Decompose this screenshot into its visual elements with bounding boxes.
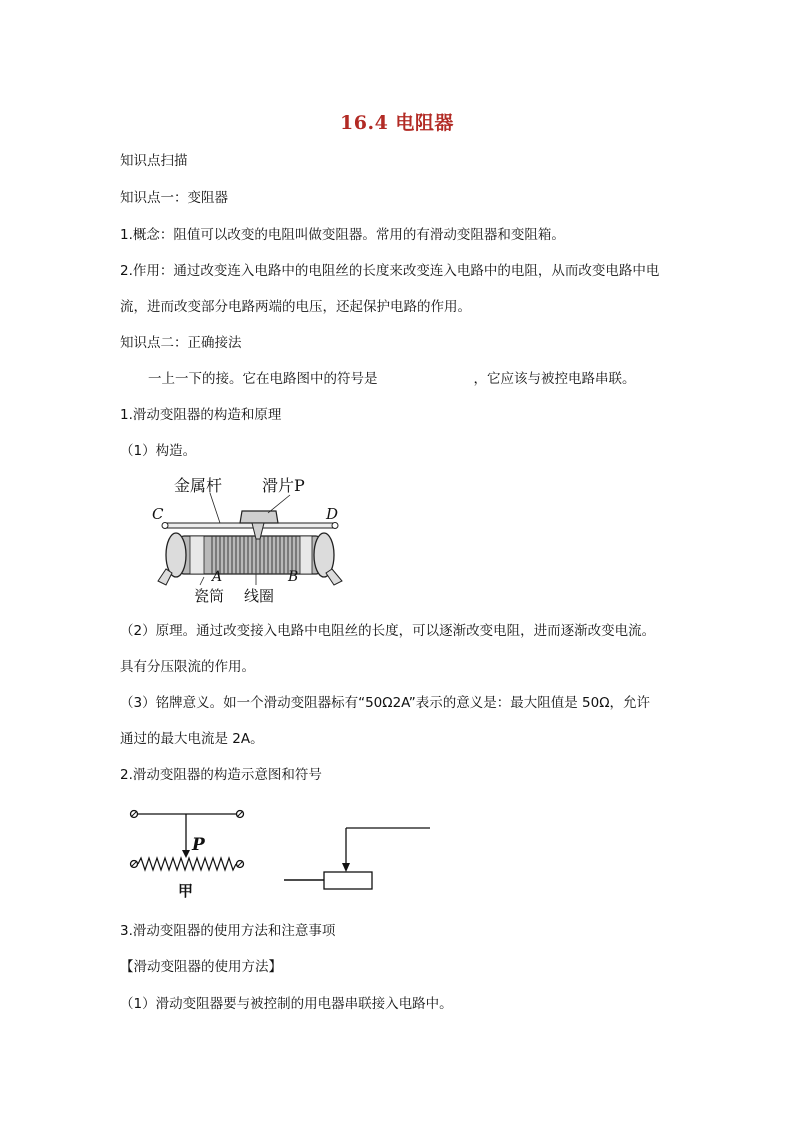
- symbol-resistor-box: [324, 872, 372, 889]
- diagram-heading: 2.滑动变阻器的构造示意图和符号: [120, 767, 322, 783]
- nameplate-text-line-2: 通过的最大电流是 2A。: [120, 731, 264, 747]
- label-p: P: [192, 835, 205, 855]
- usage-item-1: （1）滑动变阻器要与被控制的用电器串联接入电路中。: [120, 996, 453, 1012]
- function-text-line-2: 流，进而改变部分电路两端的电压，还起保护电路的作用。: [120, 299, 471, 315]
- right-foot: [326, 569, 342, 585]
- label-d: D: [326, 505, 339, 523]
- tube-leader-line: [200, 577, 204, 585]
- label-a: A: [212, 569, 223, 585]
- terminal-c: [162, 523, 168, 529]
- function-text-line-1: 2.作用：通过改变连入电路中的电阻丝的长度来改变连入电路中的电阻，从而改变电路中电: [120, 263, 660, 279]
- slider-leader-line: [268, 495, 290, 513]
- schematic-jia: [131, 811, 244, 901]
- label-slider-p: 滑片P: [262, 476, 305, 495]
- slider: [240, 511, 278, 523]
- rheostat-circuit-symbol: [284, 828, 430, 889]
- label-b: B: [288, 569, 299, 585]
- symbol-slider-arrow: [342, 863, 350, 872]
- metal-rod: [164, 523, 336, 528]
- label-coil: 线圈: [244, 587, 275, 605]
- right-band: [300, 536, 312, 574]
- usage-bracket-heading: 【滑动变阻器的使用方法】: [120, 959, 282, 975]
- terminal-d: [332, 523, 338, 529]
- structure-label: （1）构造。: [120, 443, 197, 459]
- schematic-resistance-wire: [138, 858, 236, 870]
- label-porcelain-tube: 瓷筒: [194, 587, 225, 605]
- left-band: [190, 536, 204, 574]
- connection-rule-part-a: 一上一下的接。它在电路图中的符号是: [148, 371, 378, 387]
- label-metal-rod: 金属杆: [174, 476, 223, 495]
- label-jia: 甲: [178, 882, 194, 900]
- rheostat-illustration: [150, 473, 350, 608]
- concept-text: 1.概念：阻值可以改变的电阻叫做变阻器。常用的有滑动变阻器和变阻箱。: [120, 227, 565, 243]
- left-foot: [158, 569, 172, 585]
- principle-text-line-1: （2）原理。通过改变接入电路中电阻丝的长度，可以逐渐改变电阻，进而逐渐改变电流。: [120, 623, 656, 639]
- principle-text-line-2: 具有分压限流的作用。: [120, 659, 255, 675]
- label-c: C: [152, 505, 164, 523]
- section-scan-heading: 知识点扫描: [120, 153, 188, 169]
- usage-heading: 3.滑动变阻器的使用方法和注意事项: [120, 923, 336, 939]
- rheostat-diagram-and-symbol: [120, 800, 440, 900]
- connection-rule-text: [148, 371, 636, 387]
- connection-rule-part-b: ，它应该与被控电路串联。: [473, 371, 636, 387]
- knowledge-point-1-heading: 知识点一：变阻器: [120, 190, 228, 206]
- knowledge-point-2-heading: 知识点二：正确接法: [120, 335, 242, 351]
- rod-leader-line: [210, 493, 220, 523]
- page-title: 16.4 电阻器: [340, 112, 454, 134]
- nameplate-text-line-1: （3）铭牌意义。如一个滑动变阻器标有“50Ω2A”表示的意义是：最大阻值是 50Ω，允许: [120, 695, 651, 711]
- structure-principle-heading: 1.滑动变阻器的构造和原理: [120, 407, 282, 423]
